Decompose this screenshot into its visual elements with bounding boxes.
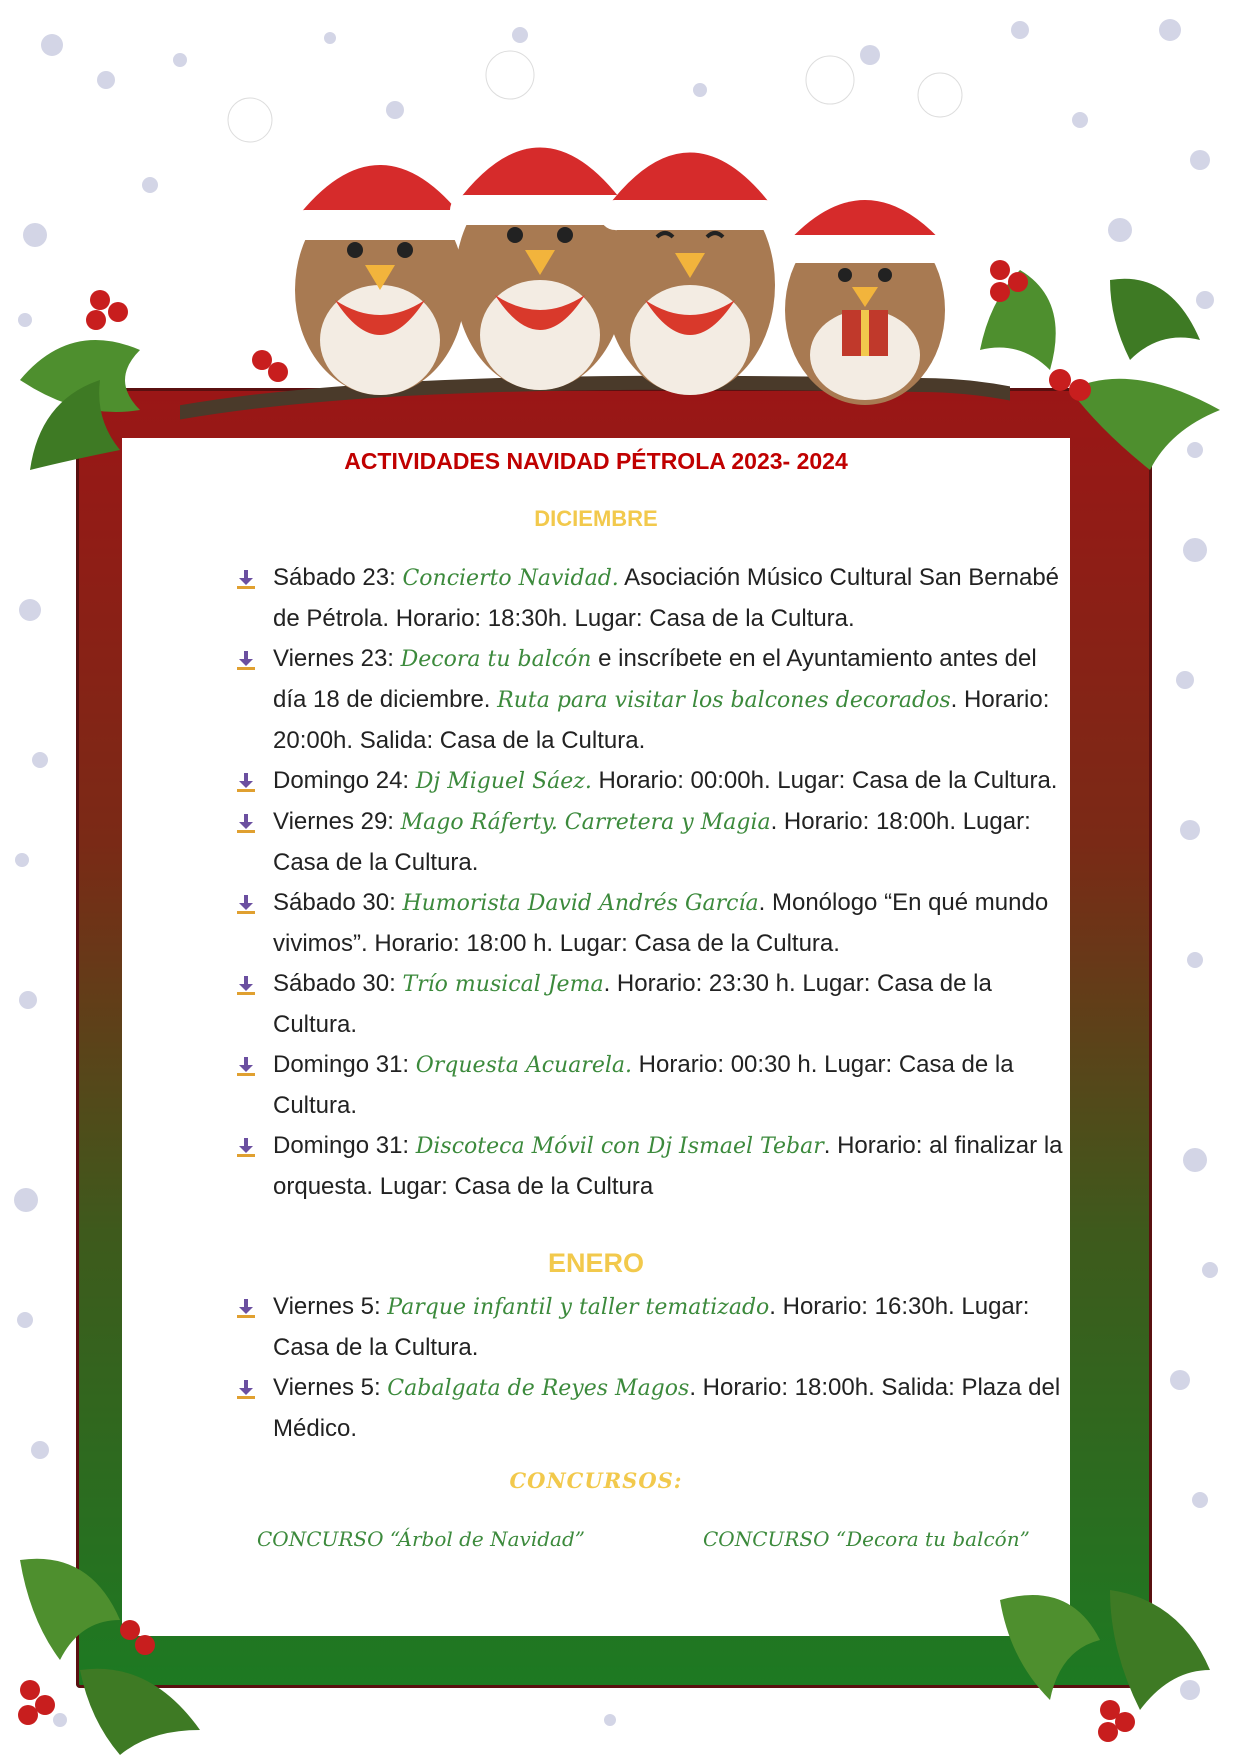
- arrow-bullet-icon: [235, 894, 257, 914]
- arrow-bullet-icon: [235, 772, 257, 792]
- activity-name: Cabalgata de Reyes Magos: [387, 1376, 690, 1401]
- activity-text: Horario: 00:30 h. Lugar: Casa de la Cultura.: [273, 1051, 1014, 1119]
- activity-text: Viernes 5:: [273, 1293, 388, 1320]
- activity-text: Domingo 31:: [273, 1132, 416, 1159]
- activity-text: Domingo 31:: [273, 1051, 416, 1078]
- activity-text: . Monólogo “En qué mundo vivimos”. Horario: 18:00 h. Lugar: Casa de la Cultura.: [273, 889, 1049, 957]
- list-item: [235, 964, 1065, 1045]
- list-item: [235, 1368, 1065, 1449]
- activity-text: . Horario: 20:00h. Salida: Casa de la Cultura.: [273, 686, 1050, 754]
- activity-text: Viernes 5:: [273, 1374, 388, 1401]
- list-item: [235, 639, 1065, 761]
- list-item: [235, 558, 1065, 639]
- activity-name: Concierto Navidad.: [402, 566, 619, 591]
- activity-text: e inscríbete en el Ayuntamiento antes del día 18 de diciembre.: [273, 645, 1037, 713]
- holly-leaves-icon: [990, 1560, 1241, 1755]
- arrow-bullet-icon: [235, 813, 257, 833]
- activity-text: Sábado 30:: [273, 970, 403, 997]
- arrow-bullet-icon: [235, 1137, 257, 1157]
- contests-heading: CONCURSOS:: [509, 1468, 683, 1493]
- page-title: ACTIVIDADES NAVIDAD PÉTROLA 2023- 2024: [344, 448, 848, 474]
- list-item: [235, 1126, 1065, 1207]
- arrow-bullet-icon: [235, 1056, 257, 1076]
- list-item: [235, 883, 1065, 964]
- activity-name: Trío musical Jema: [402, 972, 604, 997]
- contest-arbol-navidad: CONCURSO “Árbol de Navidad”: [257, 1527, 585, 1551]
- arrow-bullet-icon: [235, 1379, 257, 1399]
- holly-leaves-icon: [0, 260, 300, 480]
- activity-list-enero: [235, 1287, 1065, 1449]
- activity-text: Sábado 23:: [273, 564, 403, 591]
- contest-decora-balcon: CONCURSO “Decora tu balcón”: [703, 1527, 1030, 1551]
- activity-name: Dj Miguel Sáez.: [415, 769, 592, 794]
- activity-text: Asociación Músico Cultural San Bernabé de Pétrola. Horario: 18:30h. Lugar: Casa de la Cultura.: [273, 564, 1060, 632]
- activity-list-diciembre: [235, 558, 1065, 1207]
- activity-name: Humorista David Andrés García: [402, 891, 759, 916]
- activity-text: . Horario: 18:00h. Lugar: Casa de la Cultura.: [273, 808, 1031, 876]
- arrow-bullet-icon: [235, 650, 257, 670]
- list-item: [235, 1287, 1065, 1368]
- activity-text: . Horario: 23:30 h. Lugar: Casa de la Cultura.: [273, 970, 992, 1038]
- activity-text: Viernes 29:: [273, 808, 401, 835]
- list-item: [235, 761, 1065, 802]
- arrow-bullet-icon: [235, 1298, 257, 1318]
- activity-text: . Horario: al finalizar la orquesta. Lugar: Casa de la Cultura: [273, 1132, 1063, 1200]
- activity-name: Parque infantil y taller tematizado: [387, 1295, 770, 1320]
- activity-name: Orquesta Acuarela.: [415, 1053, 632, 1078]
- activity-name: Ruta para visitar los balcones decorados: [497, 688, 951, 713]
- list-item: [235, 1045, 1065, 1126]
- arrow-bullet-icon: [235, 975, 257, 995]
- list-item: [235, 802, 1065, 883]
- month-heading-enero: ENERO: [547, 1248, 645, 1278]
- month-heading-diciembre: DICIEMBRE: [534, 506, 658, 531]
- robin-birds-illustration: [180, 20, 1010, 430]
- activity-name: Mago Ráferty. Carretera y Magia: [400, 810, 771, 835]
- activity-text: Horario: 00:00h. Lugar: Casa de la Cultura.: [591, 767, 1058, 794]
- activity-text: Sábado 30:: [273, 889, 403, 916]
- activity-name: Discoteca Móvil con Dj Ismael Tebar: [415, 1134, 824, 1159]
- arrow-bullet-icon: [235, 569, 257, 589]
- activity-text: Viernes 23:: [273, 645, 401, 672]
- activity-name: Decora tu balcón: [400, 647, 592, 672]
- holly-leaves-icon: [0, 1530, 220, 1755]
- activity-text: . Horario: 18:00h. Salida: Plaza del Médico.: [273, 1374, 1061, 1442]
- activity-text: Domingo 24:: [273, 767, 416, 794]
- activity-text: . Horario: 16:30h. Lugar: Casa de la Cultura.: [273, 1293, 1030, 1361]
